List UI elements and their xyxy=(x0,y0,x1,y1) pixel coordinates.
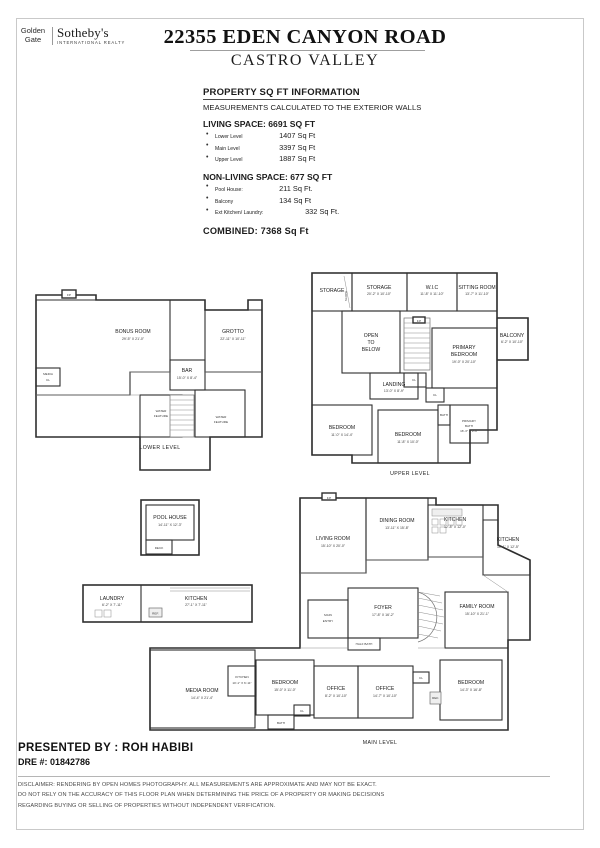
room-label: FAMILY ROOM xyxy=(459,604,495,610)
room-dims: 17'-8" X 16'-2" xyxy=(371,613,395,617)
room-label: BEDROOM xyxy=(457,680,485,686)
living-space-heading: LIVING SPACE: 6691 SQ FT xyxy=(203,119,316,129)
room-dims: 11'-8" X 11'-10" xyxy=(420,292,444,296)
combined-total: COMBINED: 7368 Sq Ft xyxy=(203,225,309,236)
svg-text:TO: TO xyxy=(367,340,375,346)
room-dims: 13'-7" X 11'-10" xyxy=(465,292,489,296)
svg-text:BELOW: BELOW xyxy=(361,347,381,353)
info-subheading: MEASUREMENTS CALCULATED TO THE EXTERIOR WALLS xyxy=(203,103,422,112)
room-label: BEDROOM xyxy=(271,680,299,686)
room-dims: 8'-2" X 10'-10" xyxy=(324,694,348,698)
room-label: DINING ROOM xyxy=(379,518,415,524)
room-dims: 15'-0" X 8'-4" xyxy=(176,376,198,380)
room-label: KITCHEN xyxy=(496,537,520,543)
room-dims: 20'-2" X 10'-10" xyxy=(366,292,392,296)
room-dims: 13'-11" X 15'-8" xyxy=(385,526,409,530)
room-label: BALCONY xyxy=(499,333,525,339)
fireplace-marker-lower: FP xyxy=(67,293,71,297)
list-item: • Pool House: 211 Sq Ft. xyxy=(203,183,463,195)
svg-text:ENTRY: ENTRY xyxy=(322,619,334,623)
room-dims: 14'-7" X 10'-10" xyxy=(372,694,398,698)
list-item: • Balcony 134 Sq Ft xyxy=(203,195,463,207)
nonliving-space-heading: NON-LIVING SPACE: 677 SQ FT xyxy=(203,171,333,182)
room-label: KITCHEN xyxy=(184,596,208,602)
svg-text:MEDIA: MEDIA xyxy=(43,372,53,376)
list-item: • Lower Level 1407 Sq Ft xyxy=(203,130,463,142)
brand-logo-goldengate: Golden Gate xyxy=(20,25,46,44)
footer xyxy=(18,742,548,767)
room-dims: 6'-2" X 10'-10" xyxy=(500,340,524,344)
room-label: KITCHEN xyxy=(235,675,249,679)
room-label: LAUNDRY xyxy=(99,596,125,602)
room-label: BATH xyxy=(276,721,286,725)
slope-label: SLOPE xyxy=(344,290,348,302)
room-dims: 29'-5" X 21'-0" xyxy=(121,337,145,341)
svg-text:WATER: WATER xyxy=(215,415,227,419)
room-label: STORAGE xyxy=(319,288,345,294)
fireplace-marker-main: F.P xyxy=(326,496,332,500)
room-dims: 15'-10" X 20'-0" xyxy=(320,544,346,548)
room-dims: 6'-2" X 7'-11" xyxy=(102,603,122,607)
list-item: • Ext Kitchen/ Laundry: 332 Sq Ft. xyxy=(203,206,463,218)
room-label: BEDROOM xyxy=(328,425,356,431)
level-label-lower: LOWER LEVEL xyxy=(139,445,181,451)
disclaimer xyxy=(18,780,538,811)
svg-text:CL: CL xyxy=(300,709,304,713)
svg-text:PRIMARY: PRIMARY xyxy=(461,419,477,423)
room-dims: 15'-0" X 11'-0" xyxy=(274,688,296,692)
lower-level-plan xyxy=(36,290,262,470)
room-label: REF. xyxy=(152,611,159,616)
room-label: STORAGE xyxy=(366,285,392,291)
level-label-main: MAIN LEVEL xyxy=(362,740,398,746)
svg-text:CL: CL xyxy=(433,393,437,397)
brand-logo-tagline: INTERNATIONAL REALTY xyxy=(57,39,126,45)
room-label: SITTING ROOM xyxy=(458,285,496,291)
page-title: 22355 EDEN CANYON ROAD xyxy=(163,26,447,48)
room-dims: 19'-0" X 20'-10" xyxy=(451,360,477,364)
room-label: MEDIA ROOM xyxy=(185,688,219,694)
svg-text:PRIMARY: PRIMARY xyxy=(452,345,476,351)
svg-text:FEATURE: FEATURE xyxy=(213,420,229,424)
room-dims: 15'-10" X 21'-1" xyxy=(464,612,490,616)
svg-text:OPEN: OPEN xyxy=(363,333,379,339)
room-label: HALF BATH xyxy=(355,642,373,646)
fireplace-marker-upper: F.P xyxy=(416,319,422,323)
room-dims: 14'-3" X 16'-8" xyxy=(459,688,483,692)
room-label: REF. xyxy=(432,696,439,700)
disclaimer-line: REGARDING BUYING OR SELLING OF PROPERTIES WITHOUT INDEPENDENT VERIFICATION. xyxy=(18,802,276,809)
room-dims: 10'-1" X 12'-5" xyxy=(496,545,520,549)
svg-text:WATER: WATER xyxy=(155,409,167,413)
room-label: OFFICE xyxy=(326,686,346,692)
svg-text:BATH: BATH xyxy=(439,413,449,417)
room-dims: 14'-4" X 21'-4" xyxy=(190,696,214,700)
room-label: DECK xyxy=(154,546,164,550)
brand-logo-sothebys: Sotheby's xyxy=(57,25,109,40)
room-dims: 12'-8" X 12'-0" xyxy=(443,525,467,529)
room-dims: 22'-11" X 10'-11" xyxy=(220,337,246,341)
svg-text:MAIN: MAIN xyxy=(324,613,332,617)
room-dims: 11'-8" X 10'-0" xyxy=(397,440,419,444)
list-item: • Main Level 3397 Sq Ft xyxy=(203,142,463,154)
presented-by: PRESENTED BY : ROH HABIBI xyxy=(18,742,194,754)
room-label: LANDING xyxy=(382,382,406,388)
dre-number: DRE #: 01842786 xyxy=(18,757,91,767)
svg-text:CL: CL xyxy=(412,378,416,382)
svg-text:BATH: BATH xyxy=(464,424,474,428)
room-label: BEDROOM xyxy=(394,432,422,438)
room-label: W.I.C xyxy=(425,285,439,291)
room-label: BAR xyxy=(181,368,193,374)
room-label: KITCHEN xyxy=(443,517,467,523)
room-dims: 16'-3" X 9'-0" xyxy=(460,429,478,433)
room-label: GROTTO xyxy=(222,329,244,335)
info-heading: PROPERTY SQ FT INFORMATION xyxy=(203,87,360,98)
room-label: POOL HOUSE xyxy=(153,515,187,521)
disclaimer-line: DO NOT RELY ON THE ACCURACY OF THIS FLOOR PLAN WHEN DETERMINING THE PRICE OF A PROPERTY OR MAKING DECISIONS xyxy=(18,792,385,799)
main-level-plan xyxy=(83,493,530,746)
svg-text:FEATURE: FEATURE xyxy=(153,414,169,418)
room-label: LIVING ROOM xyxy=(316,536,350,542)
room-label: BONUS ROOM xyxy=(115,329,151,335)
room-dims: 11'-0" X 14'-4" xyxy=(331,433,353,437)
page-subtitle: CASTRO VALLEY xyxy=(230,52,380,69)
level-label-upper: UPPER LEVEL xyxy=(390,471,430,477)
room-label: FOYER xyxy=(374,605,392,611)
svg-text:CL: CL xyxy=(46,378,50,382)
room-dims: 27'-1" X 7'-11" xyxy=(185,603,207,607)
disclaimer-line: DISCLAIMER: RENDERING BY OPEN HOMES PHOTOGRAPHY. ALL MEASUREMENTS ARE APPROXIMATE AND MAY NOT BE EXACT. xyxy=(18,782,377,788)
room-dims: 14'-11" X 12'-3" xyxy=(158,523,182,527)
footer-divider xyxy=(18,776,550,777)
room-dims: 13'-0" X 8'-9" xyxy=(383,389,405,393)
room-dims: 10'-1" X 6'-11" xyxy=(232,681,252,685)
room-label: OFFICE xyxy=(375,686,395,692)
upper-level-plan xyxy=(312,273,528,477)
list-item: • Upper Level 1887 Sq Ft xyxy=(203,153,463,165)
svg-text:CL: CL xyxy=(419,676,423,680)
svg-text:BEDROOM: BEDROOM xyxy=(450,352,478,358)
